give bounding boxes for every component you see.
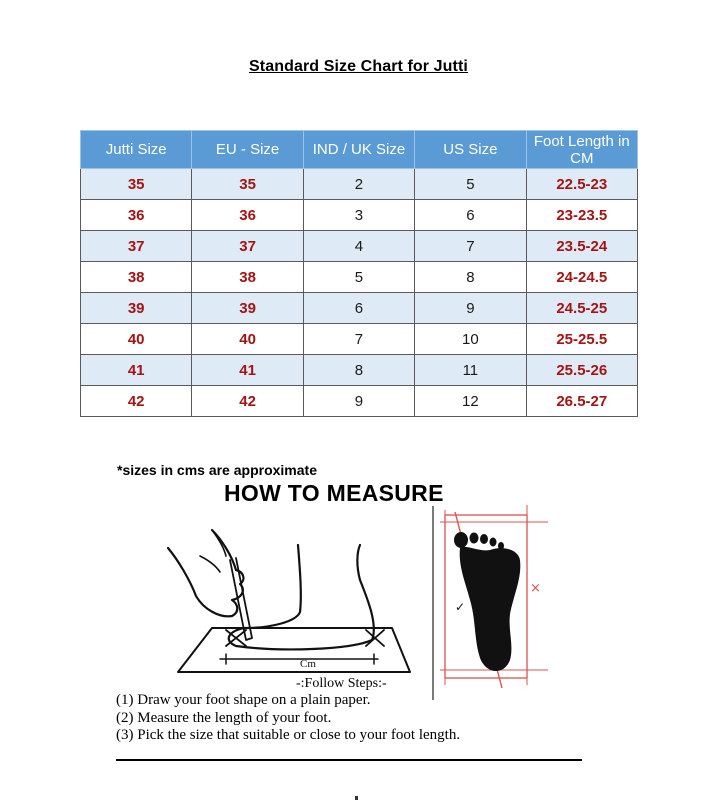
cell-eu-size: 36 [192,200,303,231]
cell-foot-length: 26.5-27 [526,386,637,417]
approximate-note: *sizes in cms are approximate [117,462,317,478]
ruler-cm-label: Cm [300,658,316,670]
header-ind-uk-size: IND / UK Size [303,131,414,169]
header-eu-size: EU - Size [192,131,303,169]
cell-us-size: 5 [415,169,526,200]
cell-foot-length: 23-23.5 [526,200,637,231]
cell-ind-uk-size: 3 [303,200,414,231]
bottom-divider [116,759,582,761]
cell-us-size: 9 [415,293,526,324]
cell-foot-length: 24.5-25 [526,293,637,324]
cell-jutti-size: 40 [81,324,192,355]
cell-eu-size: 41 [192,355,303,386]
cell-eu-size: 39 [192,293,303,324]
toe-icon [454,532,468,548]
how-to-measure-heading: HOW TO MEASURE [224,480,444,506]
cell-foot-length: 24-24.5 [526,262,637,293]
stray-mark [355,796,358,800]
header-us-size: US Size [415,131,526,169]
header-jutti-size: Jutti Size [81,131,192,169]
cell-jutti-size: 41 [81,355,192,386]
cell-us-size: 11 [415,355,526,386]
cell-jutti-size: 36 [81,200,192,231]
cell-ind-uk-size: 4 [303,231,414,262]
cell-foot-length: 25-25.5 [526,324,637,355]
cell-eu-size: 42 [192,386,303,417]
cell-jutti-size: 35 [81,169,192,200]
cell-eu-size: 37 [192,231,303,262]
cell-ind-uk-size: 5 [303,262,414,293]
cell-jutti-size: 38 [81,262,192,293]
cell-jutti-size: 39 [81,293,192,324]
cross-mark-icon: × [530,581,541,596]
follow-steps-heading: -:Follow Steps:- [296,676,387,691]
cell-eu-size: 38 [192,262,303,293]
cell-ind-uk-size: 2 [303,169,414,200]
foot-tracing-drawing [168,530,410,672]
header-foot-length: Foot Length in CM [526,131,637,169]
check-mark-icon: ✓ [455,600,466,614]
cell-foot-length: 23.5-24 [526,231,637,262]
cell-us-size: 7 [415,231,526,262]
footprint-diagram [440,505,548,688]
page-title: Standard Size Chart for Jutti [249,58,468,75]
cell-ind-uk-size: 7 [303,324,414,355]
step-item: (3) Pick the size that suitable or close to your foot length. [116,727,461,743]
step-item: (2) Measure the length of your foot. [116,709,332,726]
cell-us-size: 12 [415,386,526,417]
cell-ind-uk-size: 8 [303,355,414,386]
cell-jutti-size: 37 [81,231,192,262]
cell-us-size: 6 [415,200,526,231]
cell-foot-length: 22.5-23 [526,169,637,200]
cell-foot-length: 25.5-26 [526,355,637,386]
cell-eu-size: 40 [192,324,303,355]
cell-jutti-size: 42 [81,386,192,417]
cell-us-size: 8 [415,262,526,293]
cell-us-size: 10 [415,324,526,355]
cell-ind-uk-size: 9 [303,386,414,417]
cell-eu-size: 35 [192,169,303,200]
step-item: (1) Draw your foot shape on a plain paper. [116,692,371,708]
footprint-icon [460,547,521,671]
steps-list [116,692,460,745]
cell-ind-uk-size: 6 [303,293,414,324]
